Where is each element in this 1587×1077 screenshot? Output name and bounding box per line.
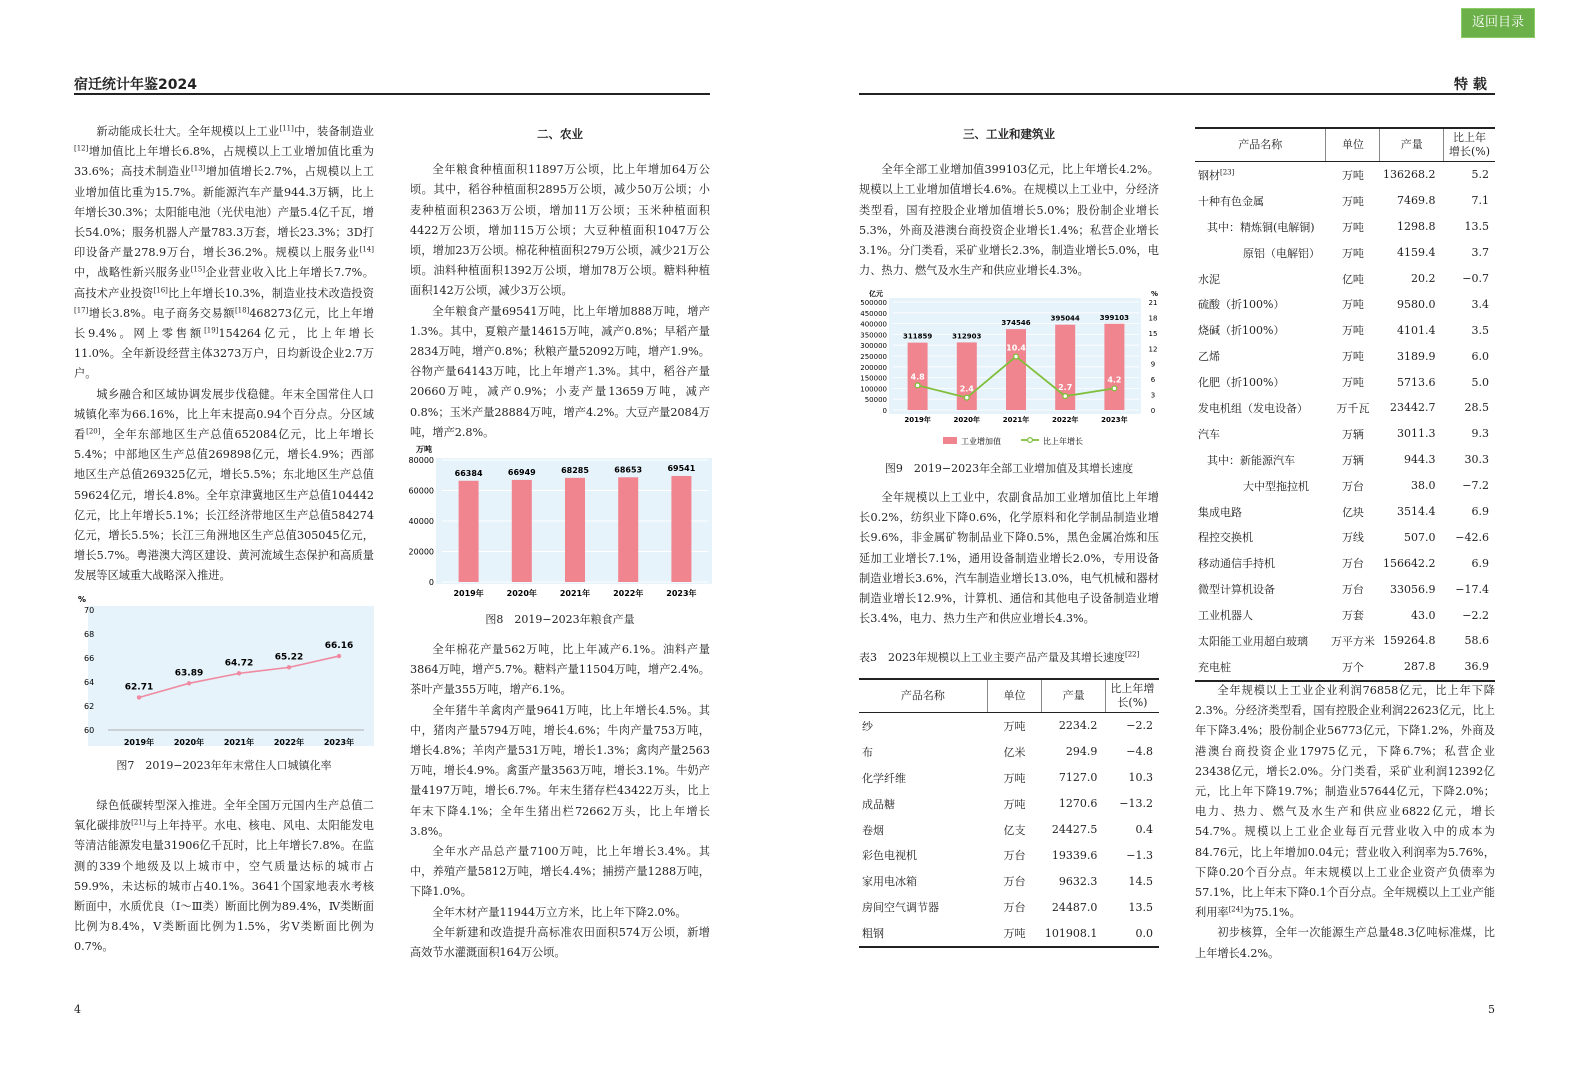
cell-output: 4101.4 (1396, 323, 1436, 337)
section-heading: 二、农业 (537, 127, 583, 141)
cell-unit: 万吨 (1341, 324, 1364, 338)
cell-unit: 亿吨 (1341, 272, 1364, 286)
table-row (1195, 317, 1495, 343)
x-tick-label: 2021年 (1002, 416, 1030, 424)
cell-unit: 万吨 (1003, 719, 1026, 733)
cell-name: 其中：新能源汽车 (1207, 453, 1295, 467)
cell-output: 33056.9 (1389, 582, 1436, 596)
y-tick-label-left: 0 (882, 407, 887, 415)
cell-growth: 6.9 (1471, 505, 1489, 519)
y-tick-label: 68 (84, 630, 95, 639)
y-tick-label-left: 50000 (864, 396, 887, 405)
data-label: 68653 (614, 465, 643, 475)
legend-swatch-bar (943, 437, 957, 444)
cell-growth: 3.5 (1471, 323, 1489, 337)
cell-unit: 万线 (1341, 531, 1364, 545)
cell-output: 9632.3 (1058, 874, 1098, 888)
cell-unit: 万台 (1003, 875, 1026, 889)
table-row (859, 920, 1159, 947)
cell-name: 原铝（电解铝） (1243, 246, 1320, 260)
industry-value-added-chart (859, 288, 1161, 452)
cell-output: 507.0 (1403, 530, 1436, 544)
y-tick-label: 60000 (408, 486, 434, 496)
table-row (859, 817, 1159, 843)
cell-output: 294.9 (1065, 745, 1098, 759)
col-header-output: 产量 (1380, 128, 1444, 162)
col-header-name: 产品名称 (1195, 128, 1326, 162)
cell-output: 20.2 (1410, 272, 1436, 285)
data-point (237, 671, 241, 675)
y-tick-label: 62 (84, 702, 95, 711)
x-tick-label: 2022年 (1051, 416, 1079, 424)
cell-unit: 亿支 (1003, 823, 1026, 837)
cell-name: 钢材[23] (1198, 168, 1235, 182)
cell-growth: −42.6 (1455, 530, 1489, 544)
col-header-growth: 比上年增长(%) (1105, 679, 1159, 713)
cell-name: 集成电路 (1198, 505, 1242, 519)
y-tick-label-left: 250000 (860, 353, 887, 361)
cell-growth: 6.9 (1471, 556, 1489, 570)
cell-unit: 万个 (1326, 654, 1380, 681)
cell-growth: 13.5 (1464, 220, 1489, 234)
cell-unit: 万台 (1003, 849, 1026, 863)
cell-output: 3514.4 (1396, 505, 1436, 519)
y-tick-label-right: 15 (1148, 329, 1158, 338)
header-rule-left (74, 93, 710, 95)
paragraph: 全年粮食种植面积11897万公顷，比上年增加64万公顷。其中，稻谷种植面积2895万公顷，减少50万公顷；小麦种植面积2363万公顷，增加11万公顷；玉米种植面积4422万公顷，增加115万公顷；大豆种植面积1047万公顷，增加23万公顷。棉花种植面积279万公顷，减少21万公顷。油料种植面积1392万公顷，增加78万公顷。糖料种植面积142万公顷，减少3万公顷。 (410, 163, 710, 298)
cell-output: 136268.2 (1382, 168, 1436, 182)
x-tick-label: 2022年 (613, 589, 644, 598)
x-tick-label: 2021年 (223, 738, 255, 747)
y-tick-label-left: 300000 (860, 342, 887, 351)
figure-caption: 图9 2019−2023年全部工业增加值及其增长速度 (884, 462, 1134, 475)
legend-label-bar: 工业增加值 (961, 437, 1001, 446)
x-tick-label: 2023年 (666, 589, 697, 598)
bar (512, 480, 532, 582)
cell-name: 汽车 (1198, 427, 1220, 441)
table-row (1195, 395, 1495, 421)
cell-name: 程控交换机 (1198, 531, 1253, 545)
cell-growth: −1.3 (1126, 848, 1153, 862)
cell-unit: 万平方米 (1330, 634, 1375, 648)
data-label-bar: 395044 (1050, 314, 1080, 323)
col-header-output: 产量 (1042, 679, 1106, 713)
cell-output: 156642.2 (1382, 556, 1436, 570)
cell-unit: 万台 (1341, 583, 1364, 597)
y-tick-label-left: 150000 (860, 374, 887, 383)
x-tick-label: 2019年 (904, 416, 931, 424)
y-tick-label-right: 12 (1148, 345, 1158, 354)
y-tick-label: 80000 (408, 456, 434, 465)
cell-name: 移动通信手持机 (1198, 557, 1275, 571)
data-point (187, 681, 191, 685)
data-point (337, 654, 341, 658)
return-to-contents-button[interactable]: 返回目录 (1461, 8, 1535, 38)
data-label-bar: 374546 (1001, 319, 1031, 328)
data-label: 65.22 (274, 652, 304, 663)
cell-output: 7127.0 (1058, 771, 1098, 785)
header-rule-right (859, 93, 1495, 95)
cell-unit: 万台 (1003, 901, 1026, 915)
cell-growth: 36.9 (1443, 654, 1495, 681)
y-tick-label: 70 (84, 606, 95, 615)
cell-unit: 万吨 (1003, 771, 1026, 785)
table-row (1195, 499, 1495, 525)
cell-growth: −7.2 (1462, 479, 1489, 493)
cell-growth: 14.5 (1128, 874, 1153, 888)
cell-growth: 7.1 (1471, 194, 1489, 208)
data-point (1014, 354, 1019, 359)
cell-output: 9580.0 (1396, 297, 1436, 311)
figure-caption: 图7 2019−2023年年末常住人口城镇化率 (116, 759, 332, 772)
page-number-right: 5 (1488, 1003, 1495, 1016)
y-tick-label: 20000 (408, 547, 434, 557)
data-label: 69541 (667, 463, 696, 473)
cell-name: 硫酸（折100%） (1198, 298, 1285, 312)
cell-output: 287.8 (1380, 654, 1444, 681)
data-label: 68285 (561, 465, 589, 475)
cell-growth: 9.3 (1471, 427, 1489, 441)
table-row (859, 739, 1159, 765)
paragraph: 新动能成长壮大。全年规模以上工业[11]中，装备制造业[12]增加值比上年增长6.8%，占规模以上工业增加值比重为33.6%；高技术制造业[13]增加值增长2.7%，占规模以上工业增加值比重为15.7%。新能源汽车产量944.3万辆，比上年增长30.3%；太阳能电池（光伏电池）产量5.4亿千瓦，增长54.0%；服务机器人产量783.3万套，增长23.3%；3D打印设备产量278.9万台，增长36.2%。规模以上服务业[14]中，战略性新兴服务业[15]企业营业收入比上年增长7.7%。高技术产业投资[16]比上年增长10.3%，制造业技术改造投资[17]增长3.8%。电子商务交易额[18]468273亿元，比上年增长9.4%。网上零售额[19]154264亿元，比上年增长11.0%。全年新设经营主体3273万户，日均新设企业2.7万户。 (74, 124, 374, 381)
cell-unit: 万套 (1341, 609, 1364, 623)
yearbook-title: 宿迁统计年鉴2024 (74, 77, 197, 93)
table-row (1195, 654, 1495, 681)
table3-body (859, 713, 1159, 948)
plot-background (88, 606, 374, 746)
table-row (859, 713, 1159, 739)
y-tick-label-left: 450000 (860, 309, 887, 318)
cell-unit: 万吨 (1341, 376, 1364, 390)
cell-name: 水泥 (1198, 272, 1220, 286)
table-row (1195, 291, 1495, 317)
col-header-name: 产品名称 (859, 679, 987, 713)
data-label: 63.89 (174, 668, 204, 679)
cell-name: 乙烯 (1198, 350, 1220, 364)
data-label-line: 2.7 (1058, 383, 1073, 393)
data-label-bar: 311859 (902, 332, 933, 341)
data-label-bar: 399103 (1099, 313, 1130, 322)
paragraph: 全年新建和改造提升高标准农田面积574万公顷，新增高效节水灌溉面积164万公顷。 (410, 925, 710, 960)
chart-grain (408, 444, 712, 604)
bar (618, 477, 638, 582)
table-row (1195, 214, 1495, 240)
paragraph: 全年规模以上工业企业利润76858亿元，比上年下降2.3%。分经济类型看，国有控股企业利润22623亿元，比上年下降3.4%；股份制企业56773亿元，下降1.2%，外商及港澳台商投资企业17975亿元，下降6.7%；私营企业23438亿元，增长2.0%。分门类看，采矿业利润12392亿元，比上年下降19.7%；制造业57644亿元，下降2.0%；电力、热力、燃气及水生产和供应业6822亿元，增长54.7%。规模以上工业企业每百元营业收入中的成本为84.76元，比上年增加0.04元；营业收入利润率为5.76%，下降0.20个百分点。年末规模以上工业企业资产负债率为57.1%，比上年末下降0.1个百分点。全年规模以上工业产能利用率[24]为75.1%。 (1195, 684, 1495, 920)
cell-output: 101908.1 (1042, 920, 1106, 947)
cell-name: 家用电冰箱 (862, 875, 917, 889)
cell-growth: −13.2 (1119, 797, 1153, 811)
cell-output: 24487.0 (1051, 900, 1098, 914)
cell-name: 其中：精炼铜(电解铜) (1207, 220, 1315, 234)
cell-name: 充电桩 (1195, 654, 1326, 681)
cell-output: 24427.5 (1051, 823, 1098, 836)
cell-unit: 万辆 (1341, 427, 1364, 441)
bar (565, 478, 585, 582)
cell-growth: −2.2 (1462, 608, 1489, 622)
cell-output: 23442.7 (1389, 401, 1436, 415)
cell-growth: 58.6 (1464, 634, 1489, 648)
cell-growth: −4.8 (1126, 745, 1153, 759)
data-point (964, 395, 969, 400)
cell-output: 4159.4 (1396, 246, 1436, 260)
cell-name: 房间空气调节器 (862, 901, 939, 915)
cell-unit: 万吨 (1341, 246, 1364, 260)
table-row (1195, 473, 1495, 499)
data-point (137, 695, 141, 699)
paragraph: 全年水产品总产量7100万吨，比上年增长3.4%。其中，养殖产量5812万吨，增长4.4%；捕捞产量1288万吨，下降1.0%。 (410, 845, 710, 899)
section-title: 特 载 (1454, 77, 1487, 93)
cell-name: 发电机组（发电设备） (1198, 401, 1308, 415)
cell-name: 十种有色金属 (1198, 194, 1264, 208)
x-tick-label: 2020年 (953, 416, 981, 424)
bar (1104, 324, 1124, 410)
y-tick-label-right: 0 (1150, 407, 1156, 415)
table-row (859, 894, 1159, 920)
section-heading: 三、工业和建筑业 (963, 127, 1055, 141)
col3-text-middle (859, 488, 1159, 629)
table3-continued (1195, 127, 1495, 682)
table-row (859, 842, 1159, 868)
cell-output: 944.3 (1403, 453, 1436, 467)
y-tick-label: 0 (428, 578, 434, 587)
bar (671, 476, 691, 582)
paragraph: 全年木材产量11944万立方米，比上年下降2.0%。 (432, 905, 687, 919)
data-label-line: 4.2 (1107, 375, 1122, 385)
data-label: 62.71 (124, 682, 154, 693)
x-tick-label: 2020年 (506, 589, 537, 598)
paragraph: 城乡融合和区域协调发展步伐稳健。年末全国常住人口城镇化率为66.16%，比上年末提高0.94个百分点。分区域看[20]，全年东部地区生产总值652084亿元，比上年增长5.4%；中部地区生产总值269898亿元，增长4.9%；西部地区生产总值269325亿元，增长5.5%；东北地区生产总值59624亿元，增长4.8%。全年京津冀地区生产总值104442亿元，比上年增长5.1%；长江经济带地区生产总值584274亿元，增长5.5%；长江三角洲地区生产总值305045亿元，增长5.7%。粤港澳大湾区建设、黄河流域生态保护和高质量发展等区域重大战略深入推进。 (74, 387, 374, 583)
table-row (1195, 240, 1495, 266)
legend-swatch-marker (1028, 438, 1033, 443)
x-tick-label: 2023年 (323, 738, 355, 747)
y-tick-label: 40000 (408, 517, 434, 526)
data-label: 66384 (454, 468, 483, 478)
cell-name: 微型计算机设备 (1198, 583, 1275, 597)
table4-body (1195, 162, 1495, 681)
cell-output: 38.0 (1410, 479, 1436, 493)
cell-growth: 13.5 (1128, 900, 1153, 914)
cell-output: 159264.8 (1382, 634, 1436, 648)
cell-name: 烧碱（折100%） (1198, 324, 1285, 338)
cell-output: 3189.9 (1396, 349, 1436, 363)
cell-unit: 万千瓦 (1336, 401, 1370, 415)
cell-output: 1270.6 (1058, 797, 1098, 811)
table3 (859, 678, 1159, 948)
cell-output: 3011.3 (1396, 427, 1436, 441)
cell-output: 1298.8 (1396, 220, 1436, 234)
cell-growth: 3.7 (1471, 246, 1489, 260)
bar (1006, 329, 1026, 410)
cell-growth: 28.5 (1464, 401, 1489, 415)
figure-caption: 图8 2019−2023年粮食产量 (485, 613, 635, 626)
y-axis-unit-right: % (1151, 290, 1159, 298)
cell-name: 成品糖 (862, 797, 895, 811)
y-axis-unit: % (78, 595, 87, 604)
data-label-line: 2.4 (959, 384, 974, 394)
table-row (1195, 524, 1495, 550)
cell-growth: 10.3 (1128, 771, 1153, 785)
data-point (915, 383, 920, 388)
col-header-growth: 比上年增长(%) (1443, 128, 1495, 162)
cell-growth: 0.4 (1135, 823, 1153, 836)
col3-text-top (859, 124, 1159, 281)
cell-growth: 3.4 (1471, 297, 1489, 311)
y-tick-label-left: 200000 (860, 363, 887, 372)
table-row (1195, 343, 1495, 369)
cell-unit: 亿块 (1341, 505, 1364, 519)
cell-output: 2234.2 (1058, 719, 1098, 733)
cell-growth: −0.7 (1462, 272, 1489, 285)
cell-growth: 5.0 (1471, 375, 1489, 389)
paragraph: 全年棉花产量562万吨，比上年减产6.1%。油料产量3864万吨，增产5.7%。糖料产量11504万吨，增产2.4%。茶叶产量355万吨，增产6.1%。 (410, 643, 710, 697)
table-row (859, 791, 1159, 817)
cell-name: 化肥（折100%） (1198, 376, 1285, 390)
col2-text-top (410, 124, 710, 443)
y-tick-label-right: 9 (1150, 360, 1156, 369)
data-label-line: 4.8 (910, 372, 925, 382)
y-tick-label-left: 350000 (860, 331, 887, 340)
cell-name: 纱 (862, 719, 873, 733)
cell-growth: −2.2 (1126, 719, 1153, 733)
x-tick-label: 2019年 (453, 589, 484, 598)
cell-name: 工业机器人 (1198, 609, 1253, 623)
chart-industry (859, 288, 1161, 452)
col4-text (1195, 681, 1495, 964)
data-label-bar: 312903 (952, 332, 982, 341)
cell-name: 化学纤维 (862, 771, 906, 785)
paragraph: 全年规模以上工业中，农副食品加工业增加值比上年增长0.2%，纺织业下降0.6%，化学原料和化学制品制造业增长9.6%，非金属矿物制品业下降0.5%，黑色金属冶炼和压延加工业增长7.1%，通用设备制造业增长2.0%，专用设备制造业增长3.6%，汽车制造业增长13.0%，电气机械和器材制造业增长12.9%，计算机、通信和其他电子设备制造业增长3.4%，电力、热力生产和供应业增长4.3%。 (859, 491, 1159, 626)
cell-name: 布 (862, 745, 873, 759)
y-tick-label-right: 6 (1150, 376, 1156, 385)
table-row (1195, 576, 1495, 602)
x-tick-label: 2020年 (173, 738, 205, 747)
cell-unit: 万辆 (1341, 453, 1364, 467)
col2-text-bottom (410, 640, 710, 963)
cell-growth: 5.2 (1471, 168, 1489, 182)
cell-growth: 6.0 (1471, 349, 1489, 363)
paragraph: 全年猪牛羊禽肉产量9641万吨，比上年增长4.5%。其中，猪肉产量5794万吨，增长4.6%；牛肉产量753万吨，增长4.8%；羊肉产量531万吨，增长1.3%；禽肉产量2563万吨，增长4.9%。禽蛋产量3563万吨，增长3.1%。牛奶产量4197万吨，增长6.7%。年末生猪存栏43422万头，比上年末下降4.1%；全年生猪出栏72662万头，比上年增长3.8%。 (410, 703, 710, 838)
y-axis-unit: 万吨 (416, 445, 432, 454)
grain-output-bar-chart (408, 444, 712, 604)
col-header-unit: 单位 (1326, 128, 1380, 162)
cell-name: 彩色电视机 (862, 849, 917, 863)
cell-unit: 万台 (1341, 479, 1364, 493)
cell-unit: 万吨 (1341, 298, 1364, 312)
table-row (1195, 602, 1495, 628)
y-tick-label-right: 21 (1148, 299, 1158, 307)
x-tick-label: 2023年 (1101, 416, 1128, 424)
table-row (859, 765, 1159, 791)
bar (459, 481, 479, 582)
cell-growth: 30.3 (1464, 453, 1489, 467)
cell-unit: 万吨 (1003, 797, 1026, 811)
cell-name: 大中型拖拉机 (1243, 479, 1309, 493)
table-row (1195, 421, 1495, 447)
col1-text-bottom (74, 796, 374, 958)
cell-name: 太阳能工业用超白玻璃 (1198, 634, 1308, 648)
urbanization-line-chart (74, 592, 376, 752)
paragraph: 全年粮食产量69541万吨，比上年增加888万吨，增产1.3%。其中，夏粮产量14615万吨，减产0.8%；早稻产量2834万吨，增产0.8%；秋粮产量52092万吨，增产1.9%。谷物产量64143万吨，比上年增产1.3%。其中，稻谷产量20660万吨，减产0.9%；小麦产量13659万吨，减产0.8%；玉米产量28884万吨，增产4.2%。大豆产量2084万吨，增产2.8%。 (410, 304, 710, 439)
col1-text-top (74, 122, 374, 587)
data-point (1112, 386, 1117, 391)
y-tick-label-left: 100000 (860, 385, 887, 394)
table-row (1195, 162, 1495, 188)
y-tick-label-left: 400000 (860, 320, 887, 329)
cell-unit: 亿米 (1003, 745, 1026, 759)
cell-growth: −17.4 (1455, 582, 1489, 596)
data-label: 64.72 (224, 658, 254, 669)
cell-unit: 万吨 (1341, 220, 1364, 234)
data-label: 66949 (507, 467, 536, 477)
cell-unit: 万台 (1341, 557, 1364, 571)
paragraph: 绿色低碳转型深入推进。全年全国万元国内生产总值二氧化碳排放[21]与上年持平。水电、核电、风电、太阳能发电等清洁能源发电量31906亿千瓦时，比上年增长7.8%。在监测的339个地级及以上城市中，空气质量达标的城市占59.9%，未达标的城市占40.1%。3641个国家地表水考核断面中，水质优良（Ⅰ～Ⅲ类）断面比例为89.4%，Ⅳ类断面比例为8.4%，Ⅴ类断面比例为1.5%，劣Ⅴ类断面比例为0.7%。 (74, 799, 374, 954)
data-point (287, 665, 291, 669)
y-tick-label: 60 (84, 726, 95, 735)
cell-name: 粗钢 (859, 920, 987, 947)
y-axis-unit-left: 亿元 (869, 290, 883, 298)
data-point (1063, 394, 1068, 399)
table-row (1195, 447, 1495, 473)
cell-name: 卷烟 (862, 823, 884, 837)
table-row (1195, 369, 1495, 395)
data-label-line: 10.4 (1006, 343, 1026, 353)
table-row (1195, 550, 1495, 576)
x-tick-label: 2019年 (123, 738, 155, 747)
cell-output: 5713.6 (1396, 375, 1436, 389)
y-tick-label: 66 (84, 654, 95, 663)
y-tick-label-right: 18 (1148, 314, 1158, 323)
data-label: 66.16 (324, 641, 354, 652)
col-header-unit: 单位 (987, 679, 1042, 713)
table-row (1195, 266, 1495, 292)
cell-output: 19339.6 (1051, 848, 1098, 862)
x-tick-label: 2021年 (559, 589, 591, 598)
cell-unit: 万吨 (1341, 194, 1364, 208)
table-row (859, 868, 1159, 894)
cell-unit: 万吨 (1341, 168, 1364, 182)
y-tick-label-left: 500000 (860, 299, 887, 307)
legend-label-line: 比上年增长 (1043, 437, 1083, 446)
chart-urbanization (74, 592, 376, 752)
y-tick-label-right: 3 (1150, 391, 1156, 400)
paragraph: 全年全部工业增加值399103亿元，比上年增长4.2%。规模以上工业增加值增长4.6%。在规模以上工业中，分经济类型看，国有控股企业增加值增长5.0%；股份制企业增长5.3%，外商及港澳台商投资企业增长1.4%；私营企业增长3.1%。分门类看，采矿业增长2.3%，制造业增长5.0%，电力、热力、燃气及水生产和供应业增长4.3%。 (859, 163, 1159, 278)
table-row (1195, 188, 1495, 214)
table3-caption: 表3 2023年规模以上工业主要产品产量及其增长速度[22] (859, 650, 1140, 664)
page-number-left: 4 (74, 1003, 81, 1016)
x-tick-label: 2022年 (273, 738, 305, 747)
table-row (1195, 628, 1495, 654)
paragraph: 初步核算，全年一次能源生产总量48.3亿吨标准煤，比上年增长4.2%。 (1195, 926, 1495, 960)
y-tick-label: 64 (84, 678, 95, 687)
cell-output: 43.0 (1410, 608, 1436, 622)
cell-unit: 万吨 (1341, 350, 1364, 364)
cell-output: 7469.8 (1396, 194, 1436, 208)
cell-growth: 0.0 (1105, 920, 1159, 947)
cell-unit: 万吨 (987, 920, 1042, 947)
